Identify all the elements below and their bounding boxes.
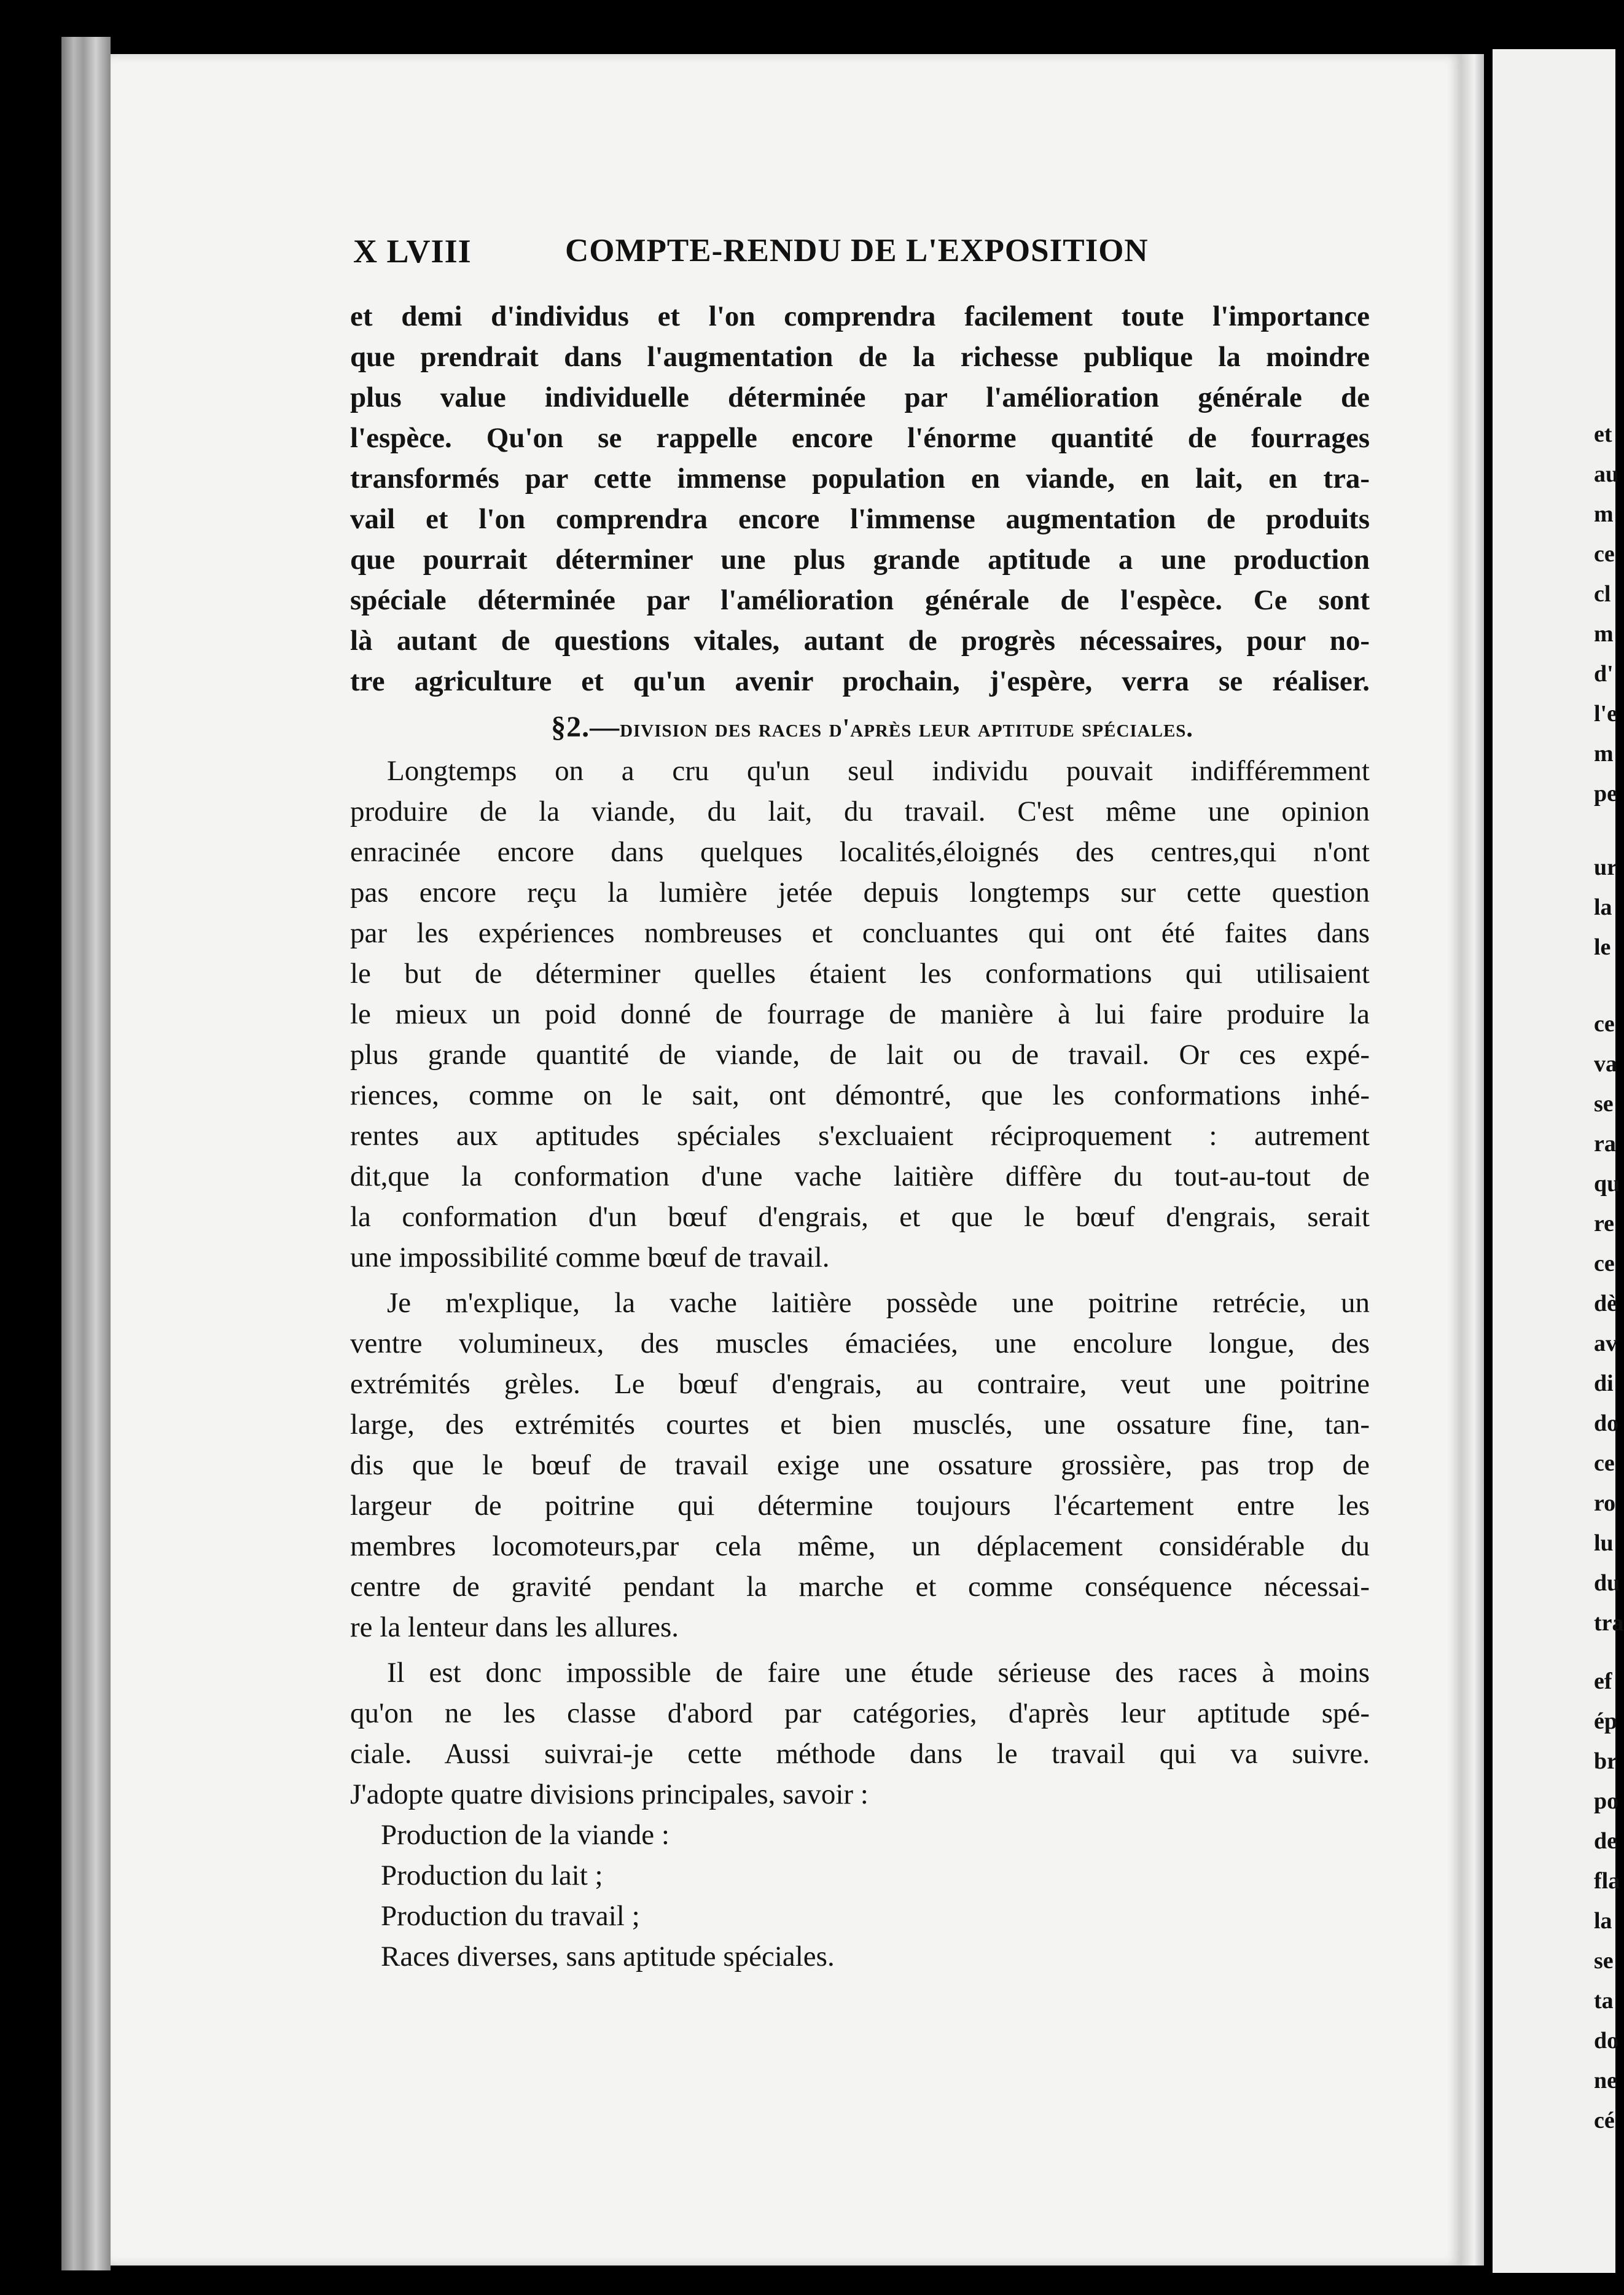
page-stack-edge	[61, 37, 111, 2270]
text-line: spéciale déterminée par l'amélioration générale de l'espèce. Ce sont	[350, 584, 1370, 616]
facing-fragment: ép	[1594, 1708, 1617, 1734]
text-line: l'espèce. Qu'on se rappelle encore l'énorme quantité de fourrages	[350, 422, 1370, 454]
text-line: et demi d'individus et l'on comprendra facilement toute l'importance	[350, 300, 1370, 332]
text-line: largeur de poitrine qui détermine toujours l'écartement entre les	[350, 1490, 1370, 1522]
facing-fragment: l'e	[1594, 701, 1617, 727]
text-line: par les expériences nombreuses et concluantes qui ont été faites dans	[350, 917, 1370, 949]
body-text	[350, 296, 1370, 1977]
facing-fragment: ef	[1594, 1668, 1612, 1694]
text-line: ventre volumineux, des muscles émaciées, une encolure longue, des	[350, 1327, 1370, 1359]
facing-fragment: m	[1594, 621, 1614, 647]
book-gutter	[1484, 49, 1493, 2273]
text-line: que pourrait déterminer une plus grande aptitude a une production	[350, 544, 1370, 576]
facing-fragment: di	[1594, 1370, 1614, 1396]
facing-fragment: po	[1594, 1788, 1619, 1814]
text-line: enracinée encore dans quelques localités,éloignés des centres,qui n'ont	[350, 836, 1370, 868]
text-line: plus grande quantité de viande, de lait ou de travail. Or ces expé-	[350, 1039, 1370, 1071]
text-line: transformés par cette immense population en viande, en lait, en tra-	[350, 463, 1370, 495]
page-curl-edge	[1462, 54, 1484, 2266]
facing-fragment: cé	[1594, 2108, 1615, 2133]
facing-fragment: do	[1594, 2028, 1619, 2054]
text-line: dit,que la conformation d'une vache laitière diffère du tout-au-tout de	[350, 1160, 1370, 1192]
facing-fragment: ta	[1594, 1988, 1614, 2014]
text-line: qu'on ne les classe d'abord par catégories, d'après leur aptitude spé-	[350, 1697, 1370, 1729]
facing-fragment: ro	[1594, 1490, 1616, 1516]
facing-fragment: se	[1594, 1091, 1614, 1117]
facing-fragment: et	[1594, 421, 1612, 447]
page-number: X LVIII	[353, 233, 472, 270]
facing-page	[1493, 49, 1624, 2273]
facing-fragment: au	[1594, 461, 1619, 487]
facing-fragment: la	[1594, 894, 1612, 920]
text-line: ciale. Aussi suivrai-je cette méthode dans le travail qui va suivre.	[350, 1738, 1370, 1770]
running-title: COMPTE-RENDU DE L'EXPOSITION	[565, 233, 1149, 268]
text-line: le mieux un poid donné de fourrage de manière à lui faire produire la	[350, 998, 1370, 1030]
facing-fragment: la	[1594, 1908, 1612, 1934]
section-title: division des races d'après leur aptitude spéciales.	[620, 714, 1193, 743]
facing-fragment: se	[1594, 1948, 1614, 1974]
facing-fragment: cl	[1594, 581, 1611, 607]
text-line: dis que le bœuf de travail exige une ossature grossière, pas trop de	[350, 1449, 1370, 1481]
facing-fragment: m	[1594, 501, 1614, 527]
paragraph	[350, 751, 1370, 1278]
facing-fragment: va	[1594, 1051, 1617, 1077]
facing-fragment: lu	[1594, 1530, 1614, 1556]
text-line: centre de gravité pendant la marche et comme conséquence nécessai-	[350, 1571, 1370, 1603]
section-heading	[350, 702, 1370, 751]
facing-fragment: qu	[1594, 1171, 1620, 1197]
text-line: extrémités grèles. Le bœuf d'engrais, au contraire, veut une poitrine	[350, 1368, 1370, 1400]
facing-fragment: m	[1594, 741, 1614, 767]
facing-fragment: ce	[1594, 1251, 1615, 1277]
text-line: rentes aux aptitudes spéciales s'excluaient réciproquement : autrement	[350, 1120, 1370, 1152]
list-item: Production de la viande :	[381, 1819, 670, 1851]
facing-fragment: de	[1594, 1828, 1617, 1854]
text-line: la conformation d'un bœuf d'engrais, et que le bœuf d'engrais, serait	[350, 1201, 1370, 1233]
paragraph-intro	[350, 296, 1370, 702]
facing-fragment: ne	[1594, 2068, 1617, 2094]
paragraph	[350, 1652, 1370, 1815]
text-line: membres locomoteurs,par cela même, un déplacement considérable du	[350, 1530, 1370, 1562]
text-line: une impossibilité comme bœuf de travail.	[350, 1241, 830, 1273]
page-header	[353, 232, 1373, 275]
text-line: le but de déterminer quelles étaient les conformations qui utilisaient	[350, 958, 1370, 990]
text-line: large, des extrémités courtes et bien musclés, une ossature fine, tan-	[350, 1409, 1370, 1441]
facing-fragment: ce	[1594, 1450, 1615, 1476]
facing-fragment: br	[1594, 1748, 1617, 1774]
text-line: plus value individuelle déterminée par l'amélioration générale de	[350, 381, 1370, 413]
facing-fragment: ra	[1594, 1131, 1616, 1157]
facing-fragment: ce	[1594, 541, 1615, 567]
list-item: Races diverses, sans aptitude spéciales.	[381, 1941, 835, 1972]
text-line: produire de la viande, du lait, du travail. C'est même une opinion	[350, 796, 1370, 827]
facing-fragment: ce	[1594, 1011, 1615, 1037]
text-line: riences, comme on le sait, ont démontré, que les conformations inhé-	[350, 1079, 1370, 1111]
list-item: Production du travail ;	[381, 1900, 640, 1932]
facing-fragment: re	[1594, 1211, 1615, 1237]
facing-fragment: do	[1594, 1410, 1619, 1436]
facing-fragment: tra	[1594, 1610, 1624, 1636]
text-line: tre agriculture et qu'un avenir prochain, j'espère, verra se réaliser.	[350, 665, 1370, 697]
facing-fragment: pe	[1594, 781, 1617, 807]
text-line: Je m'explique, la vache laitière possède une poitrine retrécie, un	[387, 1287, 1370, 1319]
text-line: que prendrait dans l'augmentation de la richesse publique la moindre	[350, 341, 1370, 373]
facing-fragment: du	[1594, 1570, 1620, 1596]
facing-fragment: fla	[1594, 1868, 1620, 1894]
paragraph	[350, 1283, 1370, 1648]
facing-fragment: ur	[1594, 854, 1617, 880]
text-line: re la lenteur dans les allures.	[350, 1611, 679, 1643]
text-line: pas encore reçu la lumière jetée depuis longtemps sur cette question	[350, 877, 1370, 909]
text-line: vail et l'on comprendra encore l'immense augmentation de produits	[350, 503, 1370, 535]
text-line: là autant de questions vitales, autant de progrès nécessaires, pour no-	[350, 625, 1370, 657]
facing-fragment: le	[1594, 934, 1611, 960]
facing-fragment: d'	[1594, 661, 1614, 687]
facing-fragment: dè	[1594, 1291, 1617, 1316]
text-line: Longtemps on a cru qu'un seul individu pouvait indifféremment	[387, 755, 1370, 787]
list-item: Production du lait ;	[381, 1859, 603, 1891]
text-line: Il est donc impossible de faire une étude sérieuse des races à moins	[387, 1657, 1370, 1689]
divisions-list	[350, 1815, 1370, 1977]
text-line: J'adopte quatre divisions principales, savoir :	[350, 1778, 869, 1810]
section-number: §2.—	[551, 711, 620, 743]
facing-fragment: av	[1594, 1331, 1617, 1356]
